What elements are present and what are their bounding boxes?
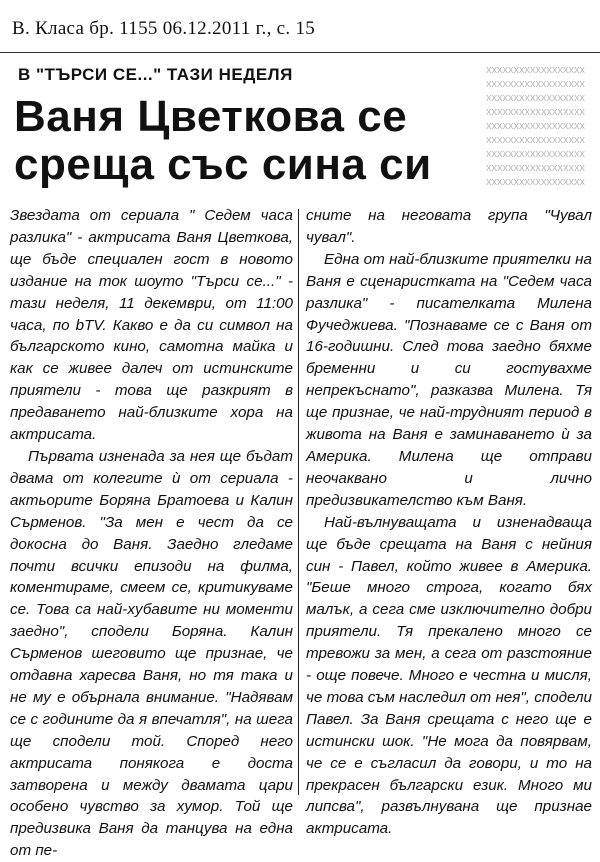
paragraph: Най-вълнуващата и изненадваща ще бъде срещата на Ваня с нейния син - Павел, който живее в Америка. "Беше много строга, когато бях малък, а сега сме изключително добри приятели. Тя прекалено много се тревожи за мен, а сега от разстояние - още повече. Много е честна и мисля, че това съм наследил от нея", сподели Павел. За Ваня срещата с него ще е истински шок. "Не мога да повярвам, че се е съгласил да говори, и то на прекрасен български език. Много ми липсва", развълнувана ще признае актрисата. xyxy=(306,513,592,838)
column-divider xyxy=(298,209,299,795)
article-column-left xyxy=(10,205,293,860)
paragraph: сните на неговата група "Чувал чувал". xyxy=(306,207,592,246)
headline-line-2: среща със сина си xyxy=(14,140,432,189)
bleed-through-text: xxxxxxxxxxxxxxxxxx xxxxxxxxxxxxxxxxxx xxxxxxxxxxxxxxxxxx xxxxxxxxxxxxxxxxxx xxxxxxxxxxxxxxxxxx xxxxxxxxxxxxxxxxxx xxxxxxxxxxxxxxxxxx xxxxxxxxxxxxxxxxxx xxxxxxxxxxxxxxxxxx xyxy=(486,64,585,188)
source-citation: В. Класа бр. 1155 06.12.2011 г., с. 15 xyxy=(12,18,316,39)
newspaper-clipping xyxy=(0,52,600,860)
paragraph: Първата изненада за нея ще бъдат двама от колегите ѝ от сериала - актьорите Боряна Братоева и Калин Сърменов. "За мен е чест да се докосна до Ваня. Заедно гледаме почти всички епизоди на филма, коментираме, смеем се, критикуваме се. Това са най-хубавите ни моменти заедно", сподели Боряна. Калин Сърменов шеговито ще признае, че отдавна харесва Ваня, но тя така и не му е обърнала внимание. "Надявам се с годините да я впечатля", на шега ще сподели той. Според него актрисата понякога е доста затворена и между двамата цари особено чувство за хумор. Той ще предизвика Ваня да танцува на една от пе- xyxy=(10,447,293,860)
article-column-right xyxy=(306,205,592,838)
paragraph: Звездата от сериала " Седем часа разлика" - актрисата Ваня Цветкова, ще бъде специален гост в новото издание на ток шоуто "Търси се..." - тази неделя, 11 декември, от 11:00 часа, по bTV. Какво е да си символ на българското кино, самотна майка и как се живее далеч от истинските приятели - това ще разкрият в предаването най-близките хора на актрисата. xyxy=(10,207,293,444)
headline-line-1: Ваня Цветкова се xyxy=(14,92,408,141)
article-headline xyxy=(14,93,432,189)
section-rubric: В "ТЪРСИ СЕ..." ТАЗИ НЕДЕЛЯ xyxy=(18,65,293,84)
paragraph: Една от най-близките приятелки на Ваня е сценаристката на "Седем часа разлика" - писателката Милена Фучеджиева. "Познаваме се с Ваня от 16-годишни. След това заедно бяхме бременни и си гостувахме непрекъснато", разказва Милена. Тя ще признае, че най-трудният период в живота на Ваня е заминаването ѝ за Америка. Милена ще отправи неочаквано и лично предизвикателство към Ваня. xyxy=(306,250,592,509)
